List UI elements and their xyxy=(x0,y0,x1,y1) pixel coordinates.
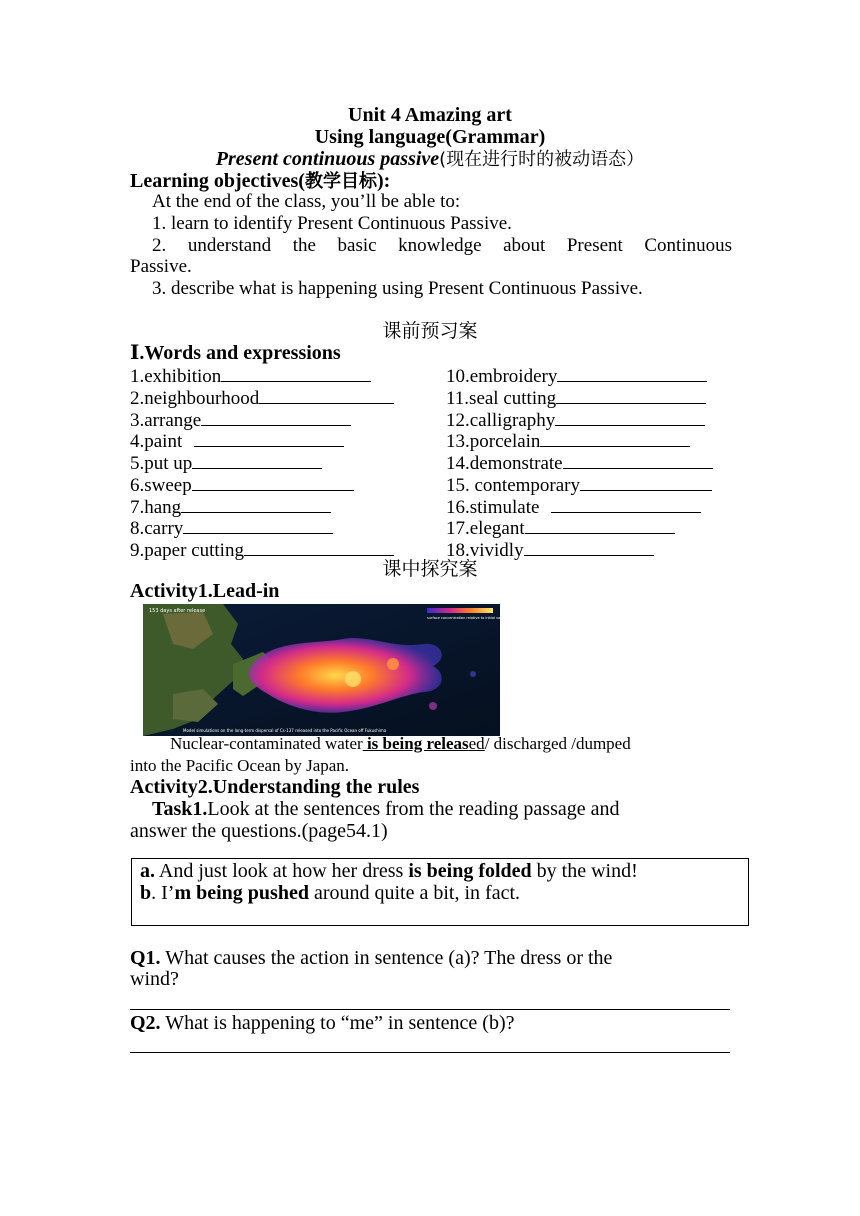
unit-title: Unit 4 Amazing art xyxy=(348,104,512,126)
answer-blank[interactable] xyxy=(557,364,707,382)
word-item: 4.paint xyxy=(130,429,344,453)
q1-text: What causes the action in sentence (a)? The dress or the xyxy=(160,947,613,969)
word-item: 10.embroidery xyxy=(446,364,707,388)
sentence-a-pre: And just look at how her dress xyxy=(155,860,409,882)
answer-blank[interactable] xyxy=(524,538,654,556)
topic-line xyxy=(130,148,730,171)
sentence-b-label: b xyxy=(140,882,152,904)
question-2 xyxy=(130,1012,515,1034)
objective-2a: 2. understand the basic knowledge about Present Continuous xyxy=(152,235,732,256)
sentence-a xyxy=(140,860,638,882)
word-item: 2.neighbourhood xyxy=(130,386,394,410)
preview-section-title: 课前预习案 xyxy=(382,320,478,342)
objectives-heading xyxy=(130,170,390,193)
answer-blank[interactable] xyxy=(259,386,394,404)
sentence-a-bold: is being folded xyxy=(408,860,532,882)
map-label-top: 153 days after release xyxy=(149,608,206,614)
answer-blank[interactable] xyxy=(201,408,351,426)
answer-blank[interactable] xyxy=(244,538,394,556)
caption-pre: Nuclear-contaminated water xyxy=(170,734,363,753)
topic-en: Present continuous passive xyxy=(215,148,440,170)
objective-3: 3. describe what is happening using Present Continuous Passive. xyxy=(152,278,643,299)
map-caption: Model simulations on the long-term dispersal of Cs-137 released into the Pacific Ocean off Fukushima xyxy=(183,728,387,733)
answer-blank[interactable] xyxy=(555,408,705,426)
answer-blank[interactable] xyxy=(580,473,712,491)
lesson-title: Using language(Grammar) xyxy=(314,126,546,148)
task1-text: Look at the sentences from the reading passage and xyxy=(207,798,620,820)
word-item: 7.hang xyxy=(130,495,331,519)
objectives-intro: At the end of the class, you’ll be able to: xyxy=(152,191,461,212)
caption-post: / discharged /dumped xyxy=(484,734,631,753)
answer-blank[interactable] xyxy=(525,516,675,534)
sentence-b-bold: m being pushed xyxy=(174,882,309,904)
words-heading: Ⅰ.Words and expressions xyxy=(130,342,341,364)
word-item: 18.vividly xyxy=(446,538,654,562)
word-item: 13.porcelain xyxy=(446,429,690,453)
sentence-b xyxy=(140,882,520,904)
answer-blank[interactable] xyxy=(221,364,371,382)
question-1 xyxy=(130,947,612,969)
q1-label: Q1. xyxy=(130,947,161,969)
word-item: 16.stimulate xyxy=(446,495,701,519)
sentence-b-pre: . I’ xyxy=(151,882,175,904)
answer-blank[interactable] xyxy=(563,451,713,469)
word-item: 14.demonstrate xyxy=(446,451,713,475)
caption-post-u: ed xyxy=(468,734,485,753)
objectives-heading-en: Learning objectives( xyxy=(130,170,305,192)
q2-text: What is happening to “me” in sentence (b)? xyxy=(160,1012,515,1034)
answer-blank[interactable] xyxy=(551,495,701,513)
task1-label: Task1. xyxy=(152,798,208,820)
question-1-line2: wind? xyxy=(130,968,179,990)
objectives-heading-end: ): xyxy=(376,170,391,192)
task1-line2: answer the questions.(page54.1) xyxy=(130,820,388,842)
word-item: 15. contemporary xyxy=(446,473,712,497)
q2-label: Q2. xyxy=(130,1012,161,1034)
word-item: 8.carry xyxy=(130,516,333,540)
word-item: 5.put up xyxy=(130,451,322,475)
activity1-heading: Activity1.Lead-in xyxy=(130,580,280,602)
map-caption-line1 xyxy=(170,734,631,754)
answer-line-q1[interactable] xyxy=(130,1009,730,1010)
caption-bold: is being releas xyxy=(362,734,469,753)
answer-blank[interactable] xyxy=(183,516,333,534)
answer-blank[interactable] xyxy=(192,451,322,469)
sentence-a-label: a. xyxy=(140,860,155,882)
answer-blank[interactable] xyxy=(192,473,354,491)
dispersal-map-graphic xyxy=(143,604,525,736)
sentence-b-post: around quite a bit, in fact. xyxy=(308,882,520,904)
answer-blank[interactable] xyxy=(194,429,344,447)
answer-line-q2[interactable] xyxy=(130,1052,730,1053)
map-caption-line2: into the Pacific Ocean by Japan. xyxy=(130,756,350,775)
word-item: 17.elegant xyxy=(446,516,675,540)
topic-cn: (现在进行时的被动语态） xyxy=(439,149,645,170)
inclass-section-title: 课中探究案 xyxy=(382,558,478,580)
objectives-heading-cn: 教学目标 xyxy=(304,171,377,192)
word-item: 3.arrange xyxy=(130,408,351,432)
task1-line1 xyxy=(152,798,620,820)
activity2-heading: Activity2.Understanding the rules xyxy=(130,776,420,798)
sentence-a-post: by the wind! xyxy=(531,860,638,882)
objective-1: 1. learn to identify Present Continuous Passive. xyxy=(152,213,512,234)
word-item: 11.seal cutting xyxy=(446,386,706,410)
answer-blank[interactable] xyxy=(540,429,690,447)
answer-blank[interactable] xyxy=(181,495,331,513)
word-item: 12.calligraphy xyxy=(446,408,705,432)
word-item: 1.exhibition xyxy=(130,364,371,388)
map-legend-bar xyxy=(427,608,493,613)
objective-2b: Passive. xyxy=(130,256,192,277)
word-item: 6.sweep xyxy=(130,473,354,497)
word-item: 9.paper cutting xyxy=(130,538,394,562)
dispersal-map-image xyxy=(143,604,525,736)
answer-blank[interactable] xyxy=(556,386,706,404)
map-legend-label: surface concentration relative to initial values off Japan xyxy=(427,616,525,620)
